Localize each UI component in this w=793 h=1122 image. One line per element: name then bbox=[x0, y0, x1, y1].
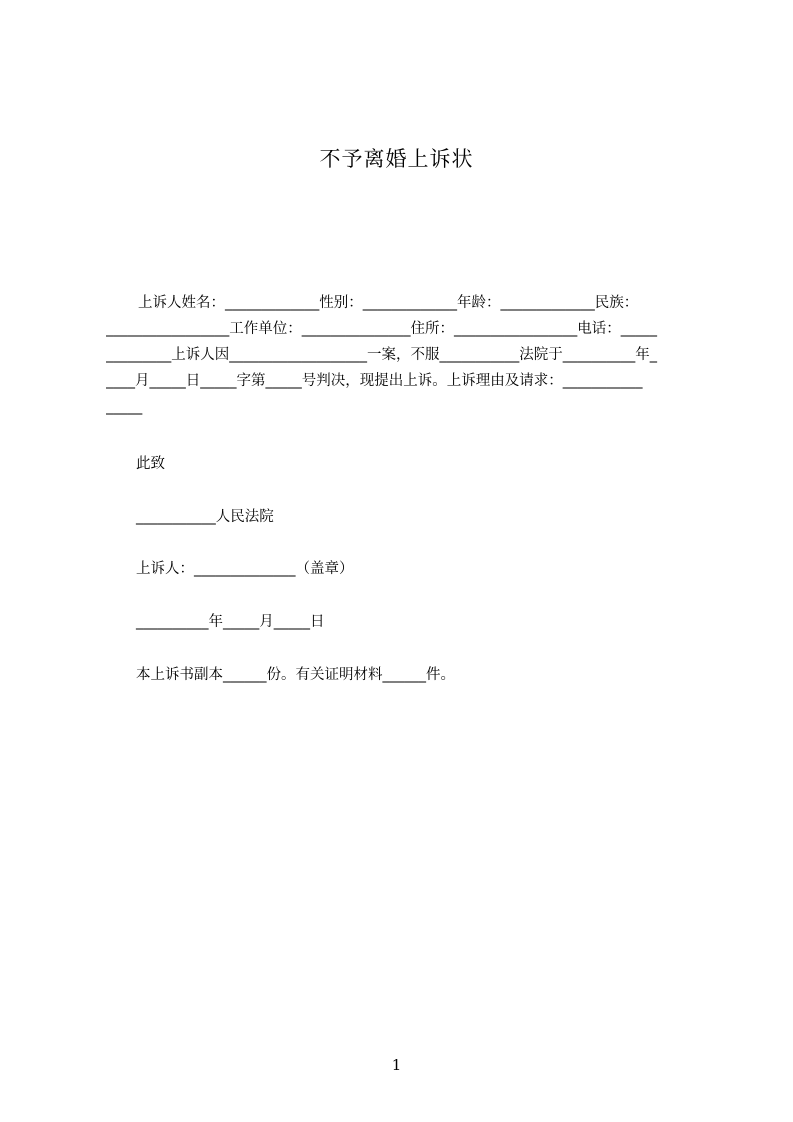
body-line-4: ____月_____日_____字第_____号判决，现提出上诉。上诉理由及请求：___________ bbox=[106, 373, 643, 389]
salutation: 此致 bbox=[136, 456, 165, 472]
document-title: 不予离婚上诉状 bbox=[319, 147, 474, 171]
body-line-5: _____ bbox=[106, 399, 143, 415]
body-line-2: _________________工作单位：_______________住所：_________________电话：_____ bbox=[106, 321, 657, 337]
body-line-3: _________上诉人因___________________一案，不服___________法院于__________年_ bbox=[106, 347, 657, 363]
date-line: __________年_____月_____日 bbox=[136, 614, 325, 630]
body-line-1-text: 上诉人姓名：_____________性别：_____________年龄：_____________民族： bbox=[138, 295, 639, 311]
court-line: ___________人民法院 bbox=[136, 509, 274, 525]
appeal-body bbox=[106, 290, 698, 420]
body-line-1 bbox=[106, 290, 698, 316]
appellant-signature-line: 上诉人：______________（盖章） bbox=[136, 561, 354, 577]
copies-line: 本上诉书副本______份。有关证明材料______件。 bbox=[136, 667, 455, 683]
page-number: 1 bbox=[391, 1056, 402, 1074]
